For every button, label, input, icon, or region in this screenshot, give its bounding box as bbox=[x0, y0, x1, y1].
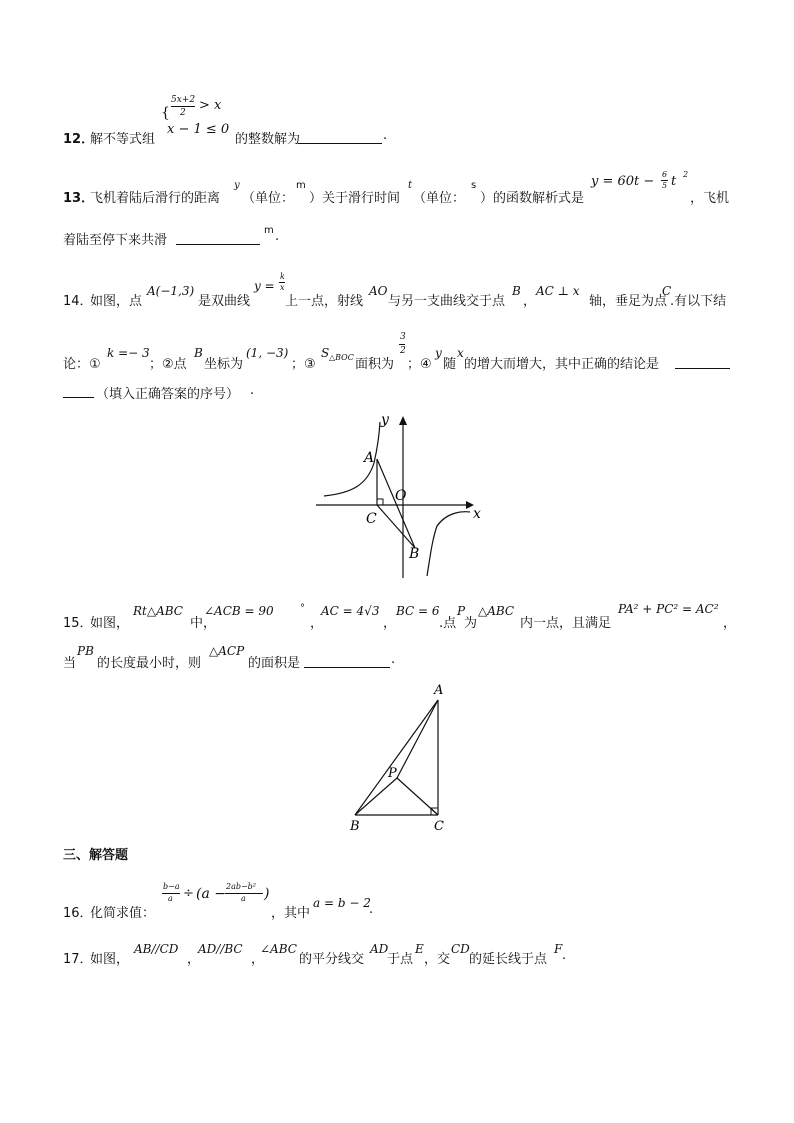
q17-cd: CD bbox=[451, 942, 470, 956]
q14-c3-bar bbox=[399, 344, 405, 345]
q14-number: 14． bbox=[63, 294, 93, 309]
q17-f: F bbox=[554, 942, 563, 956]
q12-top-rhs: > x bbox=[199, 98, 222, 113]
q14-line3: （填入正确答案的序号） bbox=[96, 387, 240, 402]
q14-point-b: B bbox=[512, 284, 521, 298]
q15-angle: ∠ACB = 90 bbox=[204, 604, 274, 618]
q15-line2-b: 的长度最小时，则 bbox=[97, 656, 202, 671]
q13 bbox=[63, 170, 733, 250]
q14-answer-blank-2 bbox=[63, 396, 94, 398]
q15-line2-end: . bbox=[391, 652, 396, 667]
q14-perp: AC ⊥ x bbox=[536, 284, 580, 298]
q16-div: ÷ bbox=[183, 886, 194, 901]
q13-text1: 飞机着陆后滑行的距离 bbox=[90, 191, 221, 206]
q17-angle: ∠ABC bbox=[260, 942, 297, 956]
q17-e: E bbox=[415, 942, 424, 956]
figure-14 bbox=[312, 408, 492, 580]
q16-f2-den: a bbox=[241, 894, 246, 903]
q17-ad: AD bbox=[370, 942, 389, 956]
q16-condition: a = b − 2 bbox=[313, 896, 371, 910]
q17-sep2: ， bbox=[251, 952, 265, 967]
q15-line2-c: 的面积是 bbox=[248, 656, 301, 671]
q15-text4: ， bbox=[383, 616, 397, 631]
q14-line2-b: ；②点 bbox=[149, 357, 187, 372]
q13-unit-m: m bbox=[296, 180, 306, 191]
fig15-segment-pa bbox=[397, 700, 438, 778]
q14-text3: 上一点，射线 bbox=[285, 294, 364, 309]
q16-text1: 化简求值： bbox=[90, 906, 156, 921]
q14-line2-a: 论：① bbox=[63, 357, 101, 372]
q14-line2-h: 的增大而增大，其中正确的结论是 bbox=[464, 357, 660, 372]
q16 bbox=[63, 880, 463, 920]
q14 bbox=[63, 272, 733, 402]
q15-p: P bbox=[457, 604, 466, 618]
q15-acp: △ACP bbox=[209, 644, 245, 658]
q13-var-y: y bbox=[234, 180, 240, 191]
q13-line2-text: 着陆至停下来共滑 bbox=[63, 233, 168, 248]
fig14-label-c: C bbox=[366, 511, 377, 527]
q13-line2-unit: m bbox=[264, 225, 274, 236]
q16-f2-num: 2ab−b² bbox=[226, 882, 257, 891]
q15-text5: .点 bbox=[439, 616, 457, 631]
q12-end: . bbox=[383, 128, 388, 143]
q17-p1: AB//CD bbox=[134, 942, 179, 956]
fig14-segment-cb bbox=[377, 505, 415, 548]
q13-formula-a: y = 60t − bbox=[591, 174, 655, 189]
q15-line2-a: 当 bbox=[63, 656, 77, 671]
q13-text2: （单位： bbox=[242, 191, 295, 206]
fig15-segment-pb bbox=[355, 778, 397, 815]
q15-degree: ° bbox=[300, 603, 305, 614]
q14-point-c: C bbox=[662, 284, 672, 298]
q14-c2-b: B bbox=[194, 346, 203, 360]
q15-text3: ， bbox=[310, 616, 324, 631]
fig15-label-c: C bbox=[434, 819, 444, 834]
q12-brace: { bbox=[161, 105, 170, 121]
q16-f1-den: a bbox=[168, 894, 173, 903]
fig14-hyperbola-right bbox=[427, 512, 470, 576]
fig14-right-angle bbox=[377, 499, 383, 505]
q15-text2: 中， bbox=[190, 616, 217, 631]
q17-end: . bbox=[562, 948, 567, 963]
figure-15 bbox=[340, 680, 460, 835]
fig14-y-arrow bbox=[399, 416, 407, 425]
q12-text2: 的整数解为 bbox=[235, 132, 301, 147]
q13-line2-end: . bbox=[275, 229, 280, 244]
fig14-label-o: O bbox=[395, 488, 407, 504]
q12-number: 12． bbox=[63, 132, 95, 147]
q12-answer-blank bbox=[298, 142, 382, 144]
fig14-label-x: x bbox=[473, 506, 481, 522]
fig15-segment-pc bbox=[397, 778, 438, 815]
q14-answer-blank-1 bbox=[675, 367, 730, 369]
q13-frac-den: 5 bbox=[662, 181, 668, 190]
q15-ac: AC = 4√3 bbox=[321, 604, 380, 618]
q15-number: 15． bbox=[63, 616, 93, 631]
q17-number: 17． bbox=[63, 952, 93, 967]
q13-unit-s: s bbox=[471, 180, 477, 191]
q13-frac-num: 6 bbox=[662, 170, 668, 179]
q14-line2-d: ；③ bbox=[291, 357, 316, 372]
q13-formula-b: t bbox=[671, 174, 677, 189]
q17-text2: 的平分线交 bbox=[299, 952, 365, 967]
q14-text1: 如图，点 bbox=[90, 294, 143, 309]
q14-line3-end: . bbox=[250, 383, 255, 398]
q13-text3: ）关于滑行时间 bbox=[309, 191, 401, 206]
q15-triangle: △ABC bbox=[478, 604, 515, 618]
q15-answer-blank bbox=[304, 666, 390, 668]
q14-hyp-x: x bbox=[280, 283, 285, 292]
q14-point-a: A(−1,3) bbox=[147, 284, 195, 298]
q15 bbox=[63, 598, 737, 673]
q17-text3: 于点 bbox=[387, 952, 414, 967]
q14-text2: 是双曲线 bbox=[198, 294, 251, 309]
fig15-label-b: B bbox=[350, 819, 360, 834]
q14-hyp-k: k bbox=[280, 272, 285, 281]
q14-c3-den: 2 bbox=[400, 346, 406, 356]
q16-paren-b: ) bbox=[264, 886, 270, 902]
q14-c3-num: 3 bbox=[400, 332, 406, 342]
q15-bc: BC = 6 bbox=[396, 604, 440, 618]
q15-text6: 为 bbox=[464, 616, 478, 631]
q12-frac-num: 5x+2 bbox=[171, 95, 196, 105]
q16-end: . bbox=[369, 902, 374, 917]
q14-c3: S bbox=[321, 346, 330, 360]
q14-c3-sub: △BOC bbox=[329, 353, 354, 362]
q17-text5: 的延长线于点 bbox=[469, 952, 548, 967]
fig15-right-angle-diag bbox=[431, 808, 438, 815]
q14-ray: AO bbox=[369, 284, 388, 298]
q13-answer-blank bbox=[176, 243, 260, 245]
q15-equation: PA² + PC² = AC² bbox=[618, 602, 719, 616]
q17-p2: AD//BC bbox=[198, 942, 243, 956]
q14-text7: .有以下结 bbox=[670, 294, 727, 309]
fig14-label-a: A bbox=[364, 450, 375, 466]
q15-pb: PB bbox=[77, 644, 94, 658]
q17 bbox=[63, 936, 663, 966]
q14-text5: ， bbox=[523, 294, 537, 309]
q17-text4: ，交 bbox=[424, 952, 451, 967]
q15-text8: ， bbox=[723, 616, 737, 631]
q15-text1: 如图， bbox=[90, 616, 130, 631]
q14-c1: k =− 3 bbox=[107, 346, 150, 360]
q14-hyp-lhs: y = bbox=[254, 279, 275, 293]
q12-frac-den: 2 bbox=[180, 108, 186, 118]
q14-line2-f: ；④ bbox=[407, 357, 432, 372]
fig15-label-p: P bbox=[388, 766, 397, 781]
q14-text6: 轴，垂足为点 bbox=[589, 294, 668, 309]
q16-number: 16． bbox=[63, 906, 93, 921]
q14-line2-e: 面积为 bbox=[355, 357, 395, 372]
q12-frac-bar bbox=[171, 106, 195, 107]
q12-text1: 解不等式组 bbox=[90, 132, 156, 147]
q14-c2: (1, −3) bbox=[246, 346, 289, 360]
section-title: 三、解答题 bbox=[63, 848, 129, 863]
fig14-label-b: B bbox=[409, 546, 420, 562]
q17-sep1: ， bbox=[187, 952, 201, 967]
fig14-label-y: y bbox=[381, 412, 389, 428]
q13-text4: （单位： bbox=[413, 191, 466, 206]
q16-text2: ，其中 bbox=[271, 906, 311, 921]
q13-exponent: 2 bbox=[683, 170, 689, 179]
q16-paren-a: (a − bbox=[196, 886, 226, 902]
q13-number: 13． bbox=[63, 191, 95, 206]
fig15-segment-ab bbox=[355, 700, 438, 815]
q14-text4: 与另一支曲线交于点 bbox=[388, 294, 506, 309]
q14-c4-x: x bbox=[457, 346, 464, 360]
q13-var-t: t bbox=[408, 180, 413, 191]
q13-text6: ，飞机 bbox=[690, 191, 730, 206]
q14-line2-g: 随 bbox=[443, 357, 457, 372]
fig15-label-a: A bbox=[434, 683, 444, 698]
q14-line2-c: 坐标为 bbox=[204, 357, 244, 372]
q12-bottom: x − 1 ≤ 0 bbox=[167, 122, 230, 137]
q13-text5: ）的函数解析式是 bbox=[480, 191, 585, 206]
q17-text1: 如图， bbox=[90, 952, 130, 967]
q14-c4-y: y bbox=[435, 346, 442, 360]
q15-rt: Rt△ABC bbox=[133, 604, 183, 618]
q16-f1-num: b−a bbox=[163, 882, 180, 891]
q15-text7: 内一点，且满足 bbox=[520, 616, 612, 631]
q12 bbox=[63, 95, 463, 145]
